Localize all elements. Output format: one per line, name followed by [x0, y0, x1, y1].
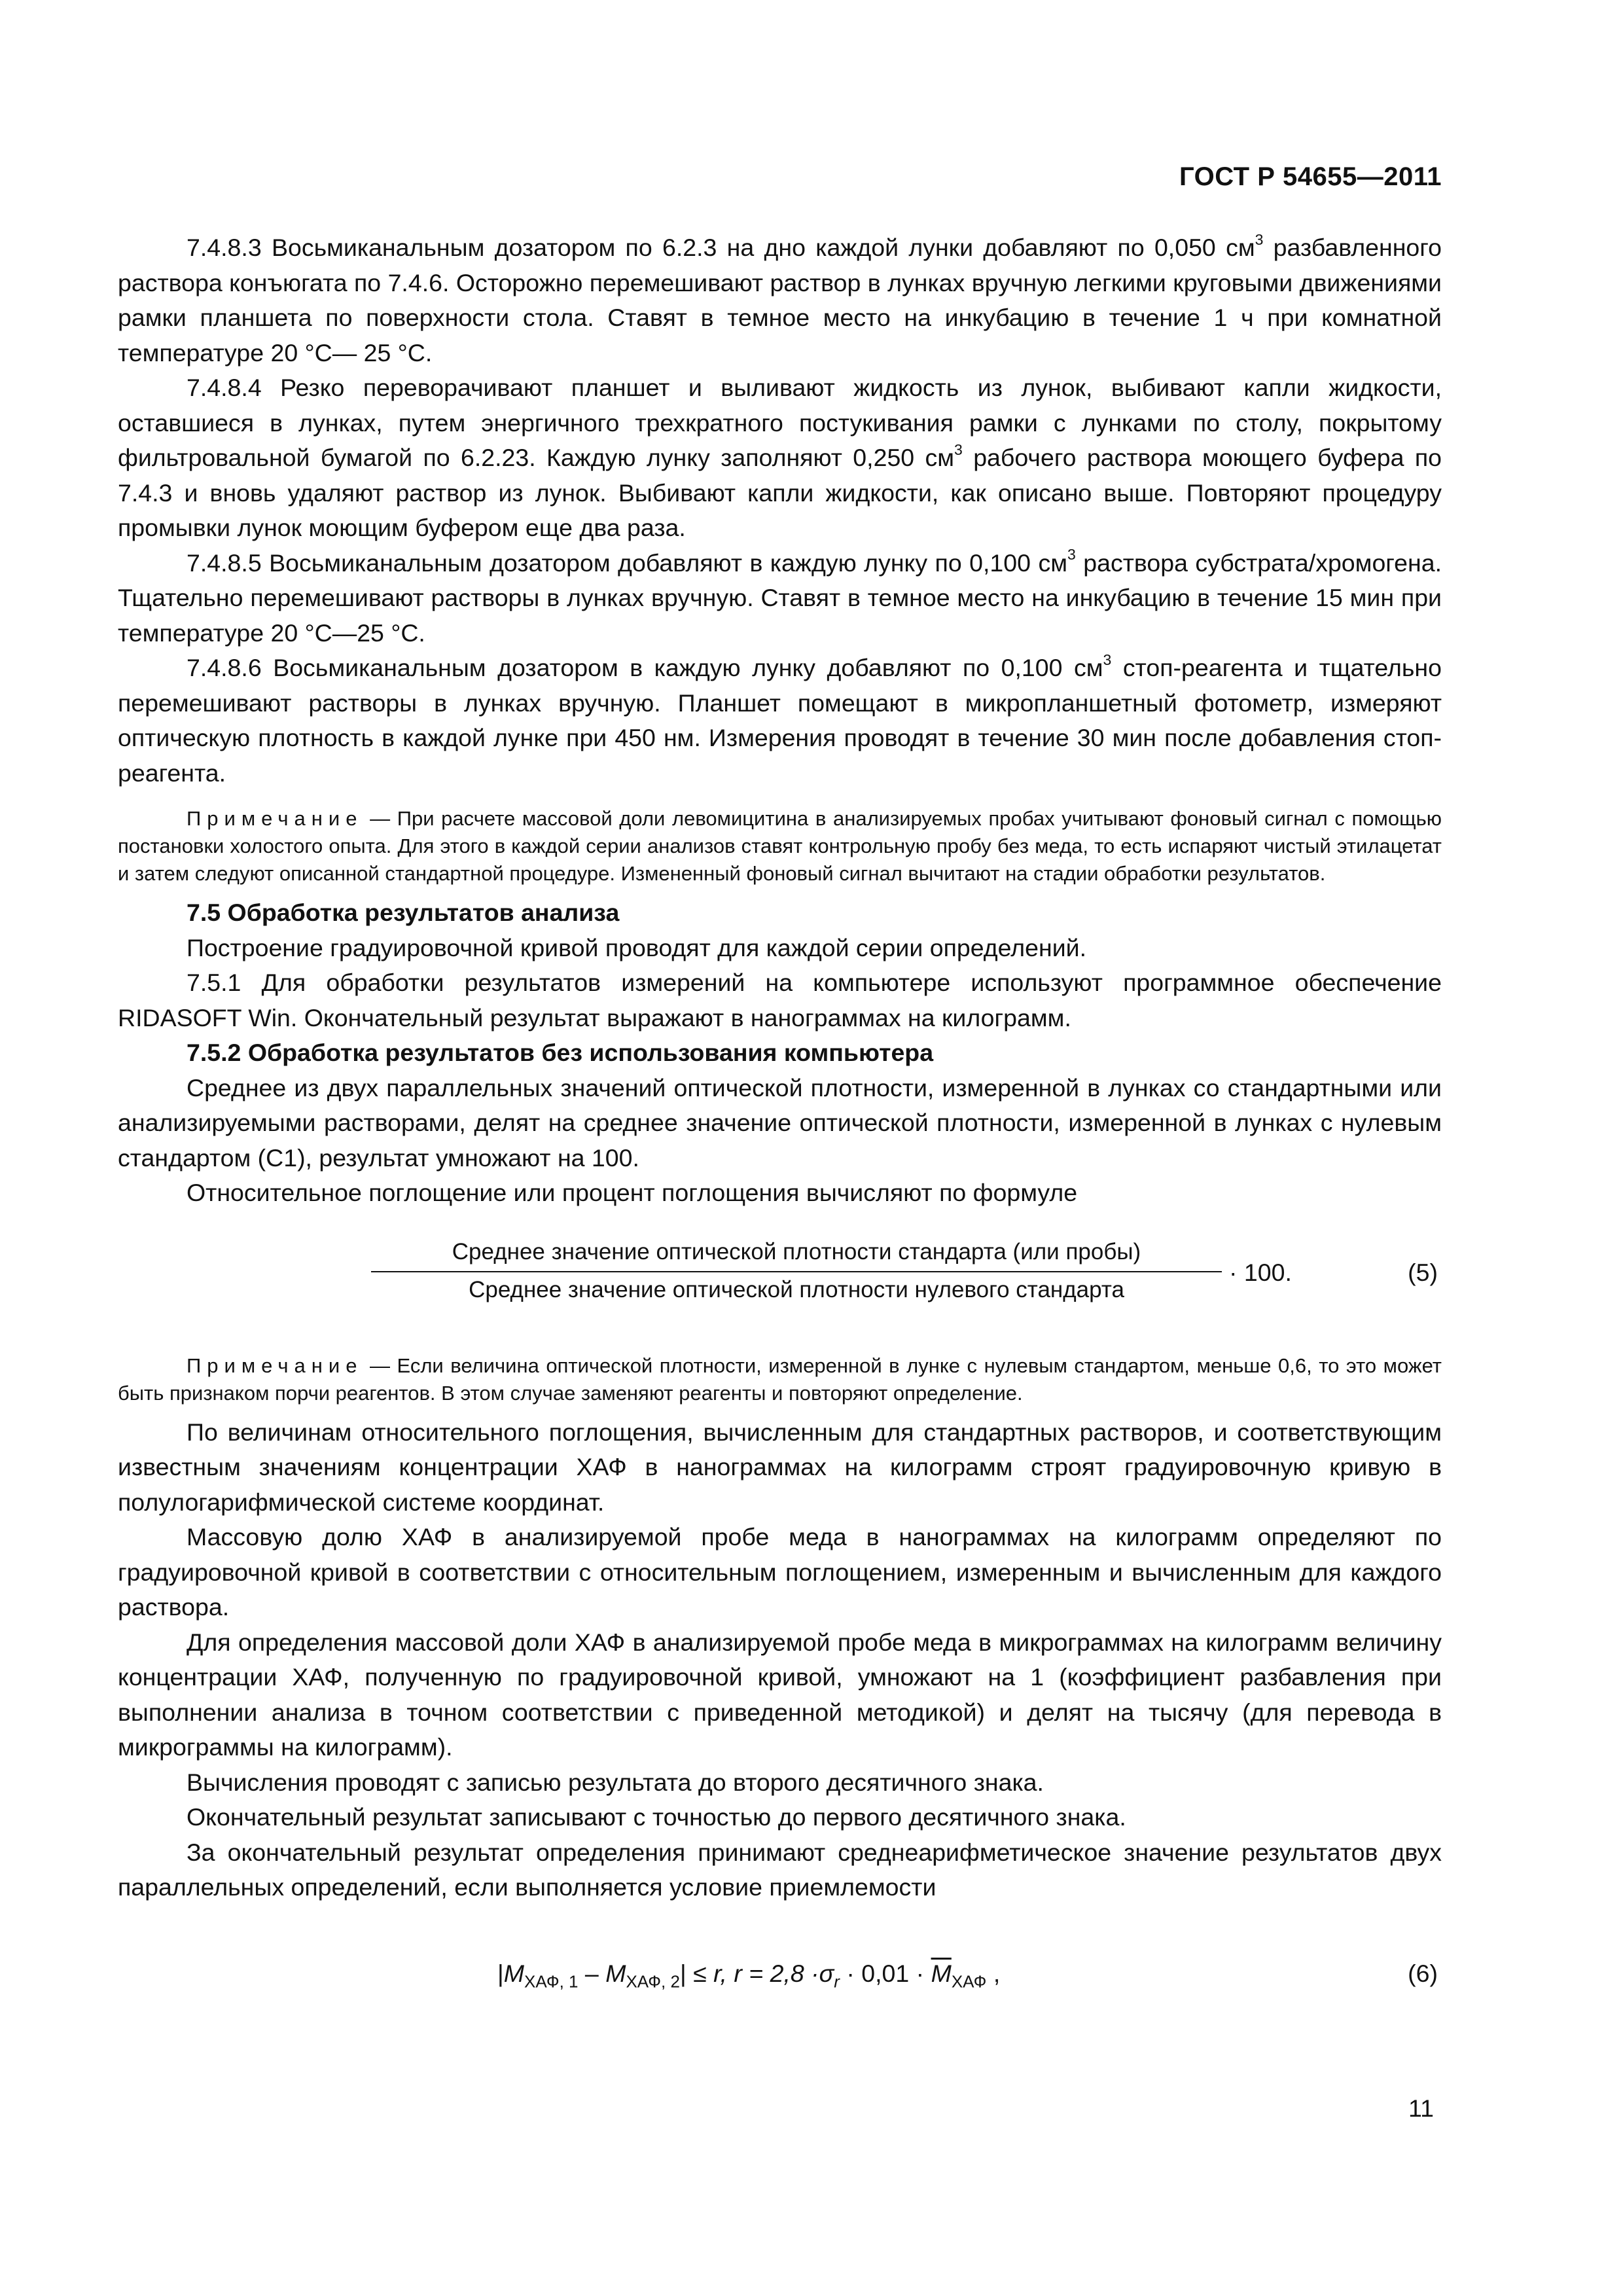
formula-5-fraction — [365, 1237, 1228, 1305]
formula-5-numerator: Среднее значение оптической плотности стандарта (или пробы) — [371, 1237, 1222, 1272]
superscript-3: 3 — [1067, 546, 1076, 563]
paragraph-7-4-8-3: 7.4.8.3 Восьмиканальным дозатором по 6.2.3 на дно каждой лунки добавляют по 0,050 $см^3$ разбавленного раствора конъюгата по 7.4.6. Осторожно перемешивают раствор в лунках вручную легкими круговыми движениями рамки планшета по поверхности стола. Ставят в темное место на инкубацию в течение 1 ч при комнатной температуре 20 °С— 25 °С. — [118, 230, 1442, 367]
paragraph-calibration-curve: По величинам относительного поглощения, вычисленным для стандартных растворов, и соответствующим известным значениям концентрации ХАФ в нанограммах на килограмм строят градуировочную кривую в полулогарифмической системе координат. — [118, 1418, 1442, 1516]
note-text: — При расчете массовой доли левомицитина в анализируемых пробах учитывают фоновый сигнал с помощью постановки холостого опыта. Для этого в каждой серии анализов ставят контрольную пробу без меда, то есть испаряют чистый этилацетат и затем следуют описанной стандартной процедуре. Измененный фоновый сигнал вычитают на стадии обработки результатов. — [118, 807, 1442, 885]
note-zero-standard — [118, 1352, 1442, 1407]
paragraph-mass-fraction-ug: Для определения массовой доли ХАФ в анализируемой пробе меда в микрограммах на килограмм величину концентрации ХАФ, полученную по градуировочной кривой, умножают на 1 (коэффициент разбавления при выполнении анализа в точном соответствии с приведенной методикой) и делят на тысячу (для перевода в микрограммы на килограмм). — [118, 1628, 1442, 1761]
note-text: — Если величина оптической плотности, измеренной в лунке с нулевым стандартом, меньше 0,6, то это может быть признаком порчи реагентов. В этом случае заменяют реагенты и повторяют определение. — [118, 1354, 1442, 1405]
section-heading-7-5-2: 7.5.2 Обработка результатов без использования компьютера — [187, 1039, 934, 1066]
formula-5-denominator: Среднее значение оптической плотности нулевого стандарта — [469, 1276, 1124, 1302]
paragraph-7-5-2-a: Среднее из двух параллельных значений оптической плотности, измеренной в лунках со стандартными или анализируемыми растворами, делят на среднее значение оптической плотности, измеренной в лунках с нулевым стандартом (С1), результат умножают на 100. — [118, 1073, 1442, 1172]
paragraph-7-5-intro: Построение градуировочной кривой проводят для каждой серии определений. — [187, 933, 1087, 961]
paragraph-calculation-precision: Вычисления проводят с записью результата до второго десятичного знака. — [187, 1768, 1044, 1796]
formula-5-number: (5) — [1408, 1258, 1438, 1286]
paragraph-7-5-1: 7.5.1 Для обработки результатов измерений на компьютере используют программное обеспечение RIDASOFT Win. Окончательный результат выражают в нанограммах на килограмм. — [118, 969, 1442, 1031]
superscript-3: 3 — [954, 440, 963, 458]
superscript-3: 3 — [1255, 230, 1264, 248]
paragraph-7-4-8-4: 7.4.8.4 Резко переворачивают планшет и выливают жидкость из лунок, выбивают капли жидкости, оставшиеся в лунках, путем энергичного трехкратного постукивания рамки с лунками по столу, покрытому фильтровальной бумагой по 6.2.23. Каждую лунку заполняют 0,250 $см^3$ рабочего раствора моющего буфера по 7.4.3 и вновь удаляют раствор из лунок. Выбивают капли жидкости, как описано выше. Повторяют процедуру промывки лунок моющим буфером еще два раза. — [118, 374, 1442, 541]
paragraph-7-5-2-b: Относительное поглощение или процент поглощения вычисляют по формуле — [187, 1179, 1078, 1206]
formula-5-multiplier: · 100. — [1229, 1258, 1292, 1286]
paragraph-final-result-precision: Окончательный результат записывают с точностью до первого десятичного знака. — [187, 1803, 1126, 1831]
paragraph-7-4-8-6: 7.4.8.6 Восьмиканальным дозатором в каждую лунку добавляют по 0,100 $см^3$ стоп-реагента и тщательно перемешивают растворы в лунках вручную. Планшет помещают в микропланшетный фотометр, измеряют оптическую плотность в каждой лунке при 450 нм. Измерения проводят в течение 30 мин после добавления стоп-реагента. — [118, 651, 1442, 787]
section-heading-7-5: 7.5 Обработка результатов анализа — [187, 899, 620, 926]
superscript-3: 3 — [1103, 651, 1112, 668]
paragraph-mass-fraction-ng: Массовую долю ХАФ в анализируемой пробе меда в нанограммах на килограмм определяют по градуировочной кривой в соответствии с относительным поглощением, измеренным и вычисленным для каждого раствора. — [118, 1523, 1442, 1621]
note-label: Примечание — [187, 1354, 363, 1377]
page-number: 11 — [1408, 2094, 1434, 2122]
paragraph-acceptability: За окончательный результат определения принимают среднеарифметическое значение результатов двух параллельных определений, если выполняется условие приемлемости — [118, 1838, 1442, 1901]
standard-number: ГОСТ Р 54655—2011 — [1179, 162, 1442, 191]
formula-6 — [118, 1928, 1442, 2006]
note-background-signal — [118, 805, 1442, 888]
formula-6-expression: $|M_{ХАФ, 1} - M_{ХАФ, 2}| \le r$, $r = 2,8 \cdot\sigma_r \cdot 0,01 \cdot \overline{M}_{ХАФ}$ , — [497, 1959, 1001, 1991]
paragraph-7-4-8-5: 7.4.8.5 Восьмиканальным дозатором добавляют в каждую лунку по 0,100 $см^3$ раствора субстрата/хромогена. Тщательно перемешивают растворы в лунках вручную. Ставят в темное место на инкубацию в течение 15 мин при температуре 20 °С—25 °С. — [118, 546, 1442, 647]
formula-5 — [118, 1237, 1442, 1335]
document-body — [118, 230, 1442, 2006]
formula-6-number: (6) — [1408, 1959, 1438, 1987]
note-label: Примечание — [187, 807, 363, 830]
